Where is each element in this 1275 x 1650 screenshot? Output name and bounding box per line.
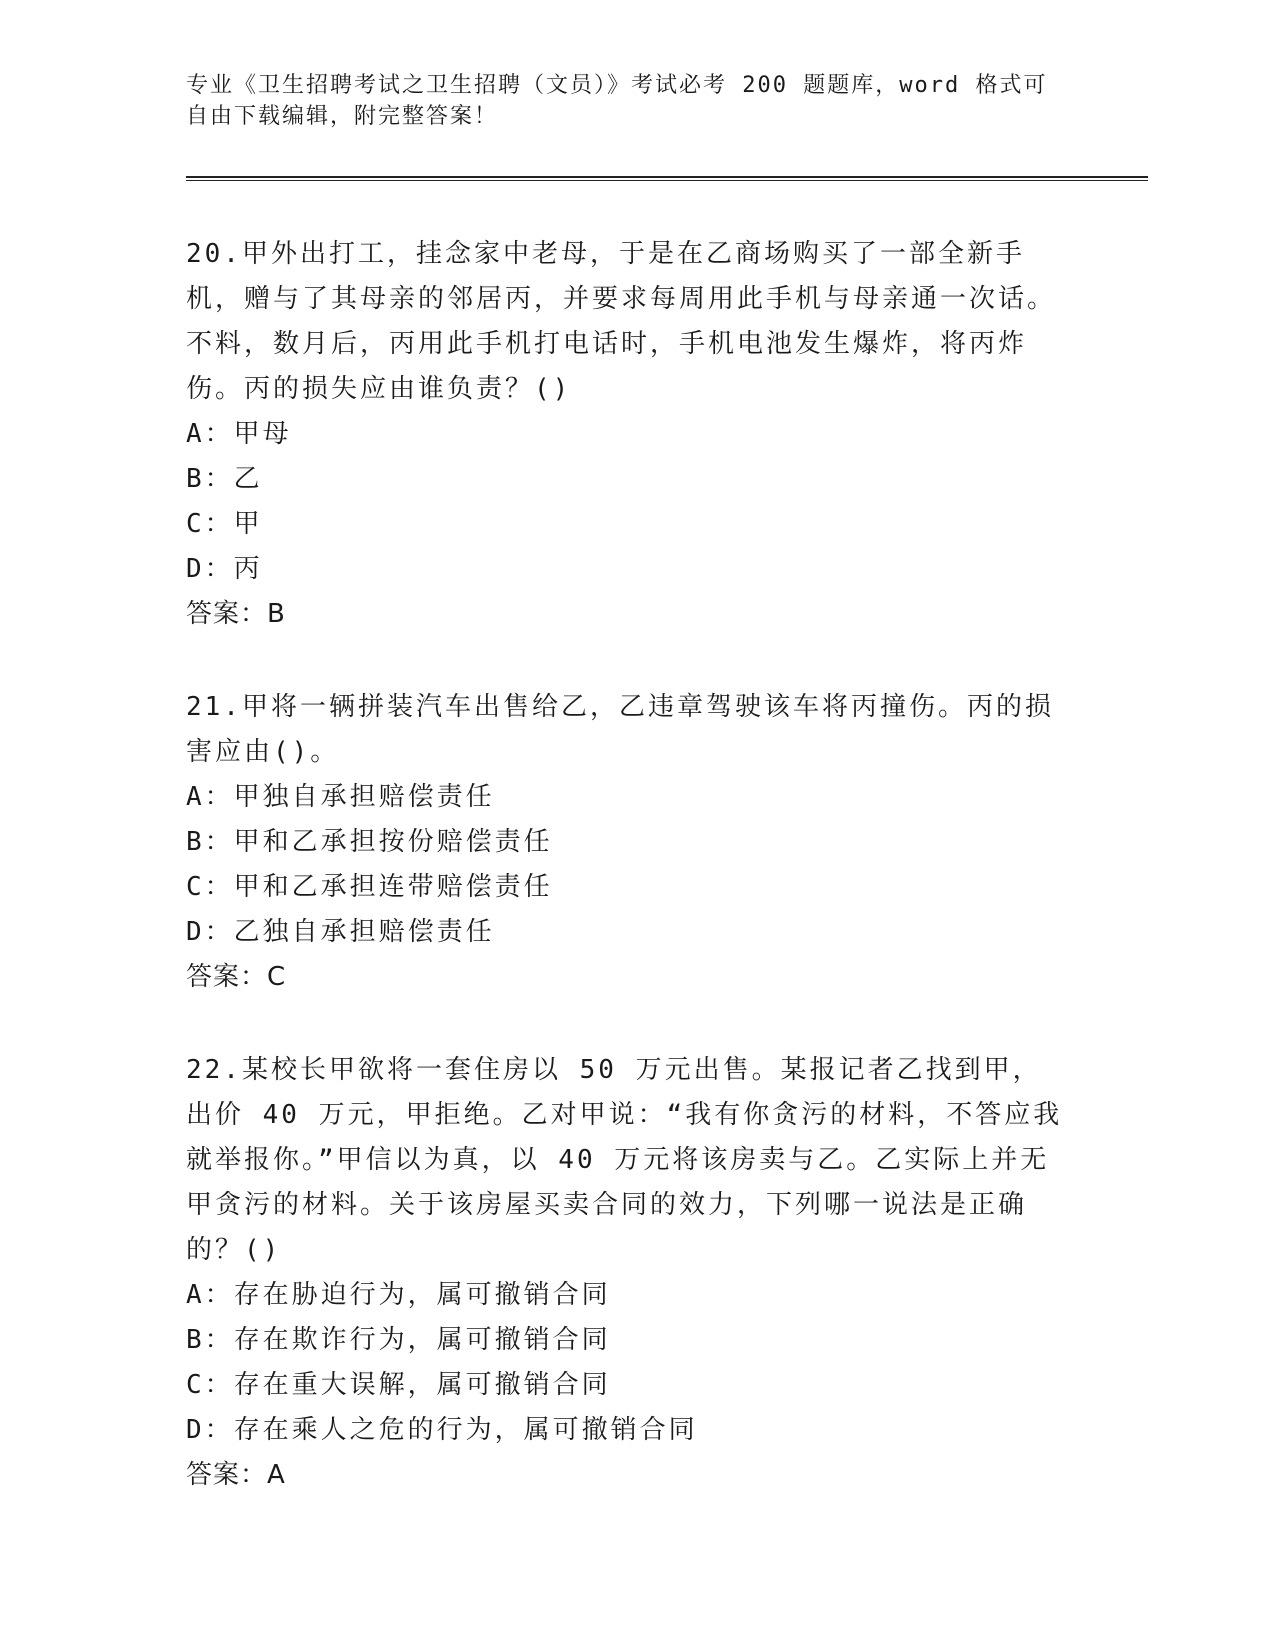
question-item <box>186 1048 1106 1498</box>
option-a: A：甲母 <box>186 419 292 449</box>
question-item <box>186 685 1106 1000</box>
option-b: B：存在欺诈行为，属可撤销合同 <box>186 1325 611 1355</box>
option-b: B：甲和乙承担按份赔偿责任 <box>186 827 553 857</box>
option-b: B：乙 <box>186 464 263 494</box>
option-d: D：存在乘人之危的行为，属可撤销合同 <box>186 1415 698 1445</box>
question-list <box>186 232 1106 1546</box>
option-c: C：存在重大误解，属可撤销合同 <box>186 1370 611 1400</box>
answer-line: 答案：A <box>186 1460 286 1490</box>
option-c: C：甲 <box>186 509 263 539</box>
option-c: C：甲和乙承担连带赔偿责任 <box>186 872 553 902</box>
question-text: 22.某校长甲欲将一套住房以 50 万元出售。某报记者乙找到甲，出价 40 万元，甲拒绝。乙对甲说：“我有你贪污的材料，不答应我就举报你。”甲信以为真，以 40 万元将该房卖与乙。乙实际上并无甲贪污的材料。关于该房屋买卖合同的效力，下列哪一说法是正确的？() <box>186 1055 1063 1265</box>
answer-line: 答案：B <box>186 599 286 629</box>
document-page <box>186 70 1146 1490</box>
option-a: A：存在胁迫行为，属可撤销合同 <box>186 1280 611 1310</box>
option-d: D：丙 <box>186 554 263 584</box>
header-divider <box>186 176 1148 181</box>
question-text: 20.甲外出打工，挂念家中老母，于是在乙商场购买了一部全新手机，赠与了其母亲的邻居丙，并要求每周用此手机与母亲通一次话。不料，数月后，丙用此手机打电话时，手机电池发生爆炸，将丙炸伤。丙的损失应由谁负责？() <box>186 239 1057 404</box>
question-text: 21.甲将一辆拼装汽车出售给乙，乙违章驾驶该车将丙撞伤。丙的损害应由()。 <box>186 692 1054 767</box>
question-item <box>186 232 1106 637</box>
answer-line: 答案：C <box>186 962 287 992</box>
document-header: 专业《卫生招聘考试之卫生招聘（文员）》考试必考 200 题题库，word 格式可自由下载编辑，附完整答案！ <box>186 73 1048 129</box>
option-d: D：乙独自承担赔偿责任 <box>186 917 495 947</box>
option-a: A：甲独自承担赔偿责任 <box>186 782 495 812</box>
